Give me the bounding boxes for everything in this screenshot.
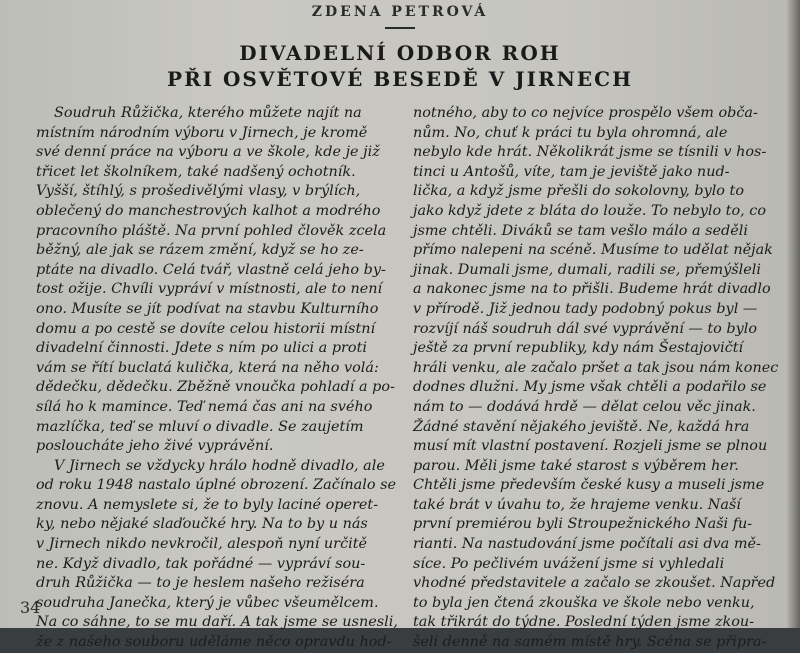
text-line: třicet let školníkem, také nadšený ochotník. [36,163,356,180]
text-line: ono. Musíte se jít podívat na stavbu Kulturního [36,300,379,317]
text-line: znovu. A nemyslete si, že to byly laciné operet- [36,496,379,513]
text-line: od roku 1948 nastalo úplné obrození. Začínalo se [36,477,396,494]
text-line: a nakonec jsme na to přišli. Budeme hrát divadlo [413,281,771,298]
text-line: nám to — dodává hrdě — dělat celou věc jinak. [413,398,756,415]
left-text-column [36,104,398,653]
text-line: Na co sáhne, to se mu daří. A tak jsme se usnesli, [36,614,398,631]
text-line: notného, aby to co nejvíce prospělo všem obča- [413,105,758,121]
title-divider [385,27,415,29]
text-line: divadelní činnosti. Jdete s ním po ulici a proti [36,340,367,357]
text-line: také brát v úvahu to, že hrajeme venku. Naší [413,496,741,513]
text-line: pracovního pláště. Na první pohled člověk zcela [36,222,387,239]
text-line: posloucháte jeho živé vyprávění. [36,438,274,455]
text-line: běžný, ale jak se rázem změní, když se ho ze- [36,242,364,259]
text-line: nebylo kde hrát. Několikrát jsme se tísnili v hos- [413,144,767,161]
text-line: své denní práce na výboru a ve škole, kde je již [36,144,380,161]
title-line-2: PŘI OSVĚTOVÉ BESEDĚ V JIRNECH [167,67,633,91]
text-line: jinak. Dumali jsme, dumali, radili se, přemýšleli [413,261,762,278]
text-line: přímo nalepeni na scéně. Musíme to udělat nějak [413,242,773,259]
text-line: Vyšší, štíhlý, s prošedivělými vlasy, v brýlích, [36,183,361,200]
text-line: lička, a když jsme přešli do sokolovny, bylo to [413,183,744,200]
text-line: ky, nebo nějaké slaďoučké hry. Na to by u nás [36,516,368,533]
text-line: rozvíjí náš soudruh dál své vyprávění — to bylo [413,320,758,337]
text-line: Žádné stavění nějakého jeviště. Ne, každá hra [413,418,750,435]
text-line: že z našeho souboru uděláme něco opravdu hod- [36,634,392,651]
text-line: jsme chtěli. Diváků se tam vešlo málo a seděli [413,222,748,239]
text-line: nům. No, chuť k práci tu byla ohromná, ale [413,124,728,141]
text-line: ptáte na divadlo. Celá tvář, vlastně celá jeho by- [36,261,386,278]
text-line: domu a po cestě se dovíte celou historii místní [36,320,376,337]
text-line: šeli denně na samém místě hry. Scéna se připra- [413,634,767,651]
title-line-1: DIVADELNÍ ODBOR ROH [239,41,561,65]
text-line: to byla jen čtená zkouška ve škole nebo venku, [413,594,755,611]
text-line: Chtěli jsme především české kusy a museli jsme [413,477,765,494]
text-line: mazlíčka, teď se mluví o divadle. Se zaujetím [36,418,364,435]
page-edge-shadow [786,0,800,628]
text-line: V Jirnech se vždycky hrálo hodně divadlo, ale [54,457,385,474]
text-line: sílá ho k mamince. Teď nemá čas ani na svého [36,398,373,415]
text-line: hráli venku, ale začalo pršet a tak jsou nám konec [413,359,779,376]
text-line: místním národním výboru v Jirnech, je kromě [36,124,368,141]
text-line: tost ožije. Chvíli vypráví v místnosti, ale to není [36,281,383,298]
text-line: oblečený do manchestrových kalhot a modrého [36,202,381,219]
text-line: soudruha Janečka, který je vůbec všeumělcem. [36,594,379,611]
right-text-column [413,104,783,653]
text-line: v Jirnech nikdo nevkročil, alespoň nyní určitě [36,536,368,553]
article-title [0,40,800,92]
text-line: ne. Když divadlo, tak pořádné — vypráví sou- [36,555,366,572]
text-line: vám se řítí buclatá kulička, která na něho volá: [36,359,379,376]
text-line: rianti. Na nastudování jsme počítali asi dva mě- [413,536,761,553]
text-line: dodnes dlužni. My jsme však chtěli a podařilo se [413,379,767,396]
text-line: tak třikrát do týdne. Poslední týden jsme zkou- [413,614,755,631]
text-line: musí mít vlastní postavení. Rozjeli jsme se plnou [413,438,768,455]
text-line: první premiérou byli Stroupežnického Naši fu- [413,516,753,533]
author-name: ZDENA PETROVÁ [311,4,489,20]
text-line: v přírodě. Již jednou tady podobný pokus byl — [413,300,758,317]
text-line: vhodné představitele a začalo se zkoušet. Napřed [413,575,776,592]
text-line: jako když jdete z bláta do louže. To nebylo to, co [413,202,767,219]
page-number: 34 [20,598,41,617]
text-line: síce. Po pečlivém uvážení jsme si vyhledali [413,555,725,572]
text-line: Soudruh Růžička, kterého můžete najít na [54,105,362,121]
text-line: parou. Měli jsme také starost s výběrem her. [413,457,739,474]
text-line: dědečku, dědečku. Zběžně vnoučka pohladí a po- [36,379,395,396]
text-line: druh Růžička — to je heslem našeho režiséra [36,575,365,592]
text-line: ještě za první republiky, kdy nám Šestajovičtí [413,340,744,357]
text-line: tinci u Antošů, víte, tam je jeviště jako nud- [413,163,730,180]
